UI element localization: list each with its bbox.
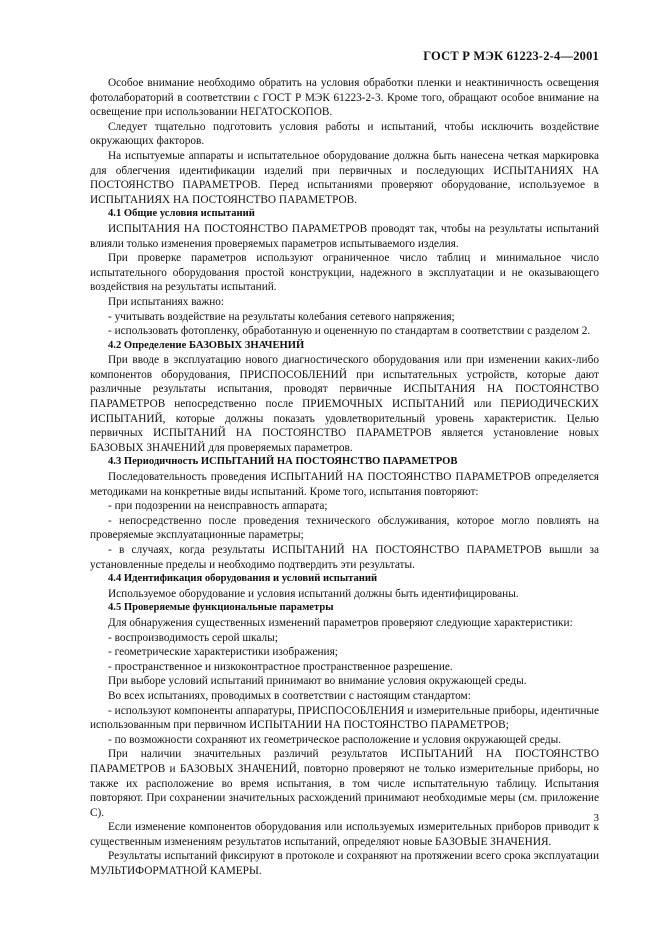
section-heading: 4.2 Определение БАЗОВЫХ ЗНАЧЕНИЙ — [108, 339, 305, 351]
paragraph: При проверке параметров используют ограниченное число таблиц и минимальное число испытательного оборудования простой конструкции, надежного в эксплуатации и не оказывающего воздействия на результаты испытаний. — [90, 252, 599, 294]
paragraph: На испытуемые аппараты и испытательное оборудование должна быть нанесена четкая маркировка для облегчения идентификации изделий при первичных и последующих ИСПЫТАНИЯХ НА ПОСТОЯНСТВО ПАРАМЕТРОВ. Перед испытаниями проверяют оборудование, используемое в ИСПЫТАНИЯХ НА ПОСТОЯНСТВО ПАРАМЕТРОВ. — [90, 149, 599, 206]
paragraph: - по возможности сохраняют их геометрическое расположение и условия окружающей среды. — [108, 733, 562, 746]
paragraph: Для обнаружения существенных изменений параметров проверяют следующие характеристики: — [108, 616, 573, 629]
paragraph: ИСПЫТАНИЯ НА ПОСТОЯНСТВО ПАРАМЕТРОВ проводят так, чтобы на результаты испытаний влияли только изменения проверяемых параметров испытываемого изделия. — [90, 222, 599, 250]
page-number: 3 — [593, 812, 599, 824]
paragraph: При вводе в эксплуатацию нового диагностического оборудования или при изменении каких-либо компонентов оборудования, ПРИСПОСОБЛЕНИЙ при испытательных устройств, которые дают различные результаты испытания, проводят первичные ИСПЫТАНИЯ НА ПОСТОЯНСТВО ПАРАМЕТРОВ непосредственно после ПРИЕМОЧНЫХ ИСПЫТАНИЙ или ПЕРИОДИЧЕСКИХ ИСПЫТАНИЙ, которые должны показать удовлетворительный уровень характеристик. Целью первичных ИСПЫТАНИЙ НА ПОСТОЯНСТВО ПАРАМЕТРОВ является установление новых БАЗОВЫХ ЗНАЧЕНИЙ для проверяемых параметров. — [90, 354, 599, 454]
paragraph: Следует тщательно подготовить условия работы и испытаний, чтобы исключить воздействие окружающих факторов. — [90, 120, 599, 148]
paragraph: - при подозрении на неисправность аппарата; — [108, 500, 328, 513]
section-heading: 4.3 Периодичность ИСПЫТАНИЙ НА ПОСТОЯНСТВО ПАРАМЕТРОВ — [108, 456, 458, 468]
paragraph: - пространственное и низкоконтрастное пространственное разрешение. — [108, 660, 453, 673]
paragraph: Если изменение компонентов оборудования или используемых измерительных приборов приводит к существенным изменениям результатов испытаний, определяют новые БАЗОВЫЕ ЗНАЧЕНИЯ. — [90, 821, 599, 848]
paragraph: При испытаниях важно: — [108, 295, 225, 308]
paragraph: При выборе условий испытаний принимают во внимание условия окружающей среды. — [108, 675, 527, 688]
paragraph: Последовательность проведения ИСПЫТАНИЙ НА ПОСТОЯНСТВО ПАРАМЕТРОВ определяется методиками на конкретные виды испытаний. Кроме того, испытания повторяют: — [90, 471, 599, 498]
paragraph: - используют компоненты аппаратуры, ПРИСПОСОБЛЕНИЯ и измерительные приборы, идентичные использованным при первичном ИСПЫТАНИИ НА ПОСТОЯНСТВО ПАРАМЕТРОВ; — [90, 704, 599, 732]
section-heading: 4.4 Идентификация оборудования и условий испытаний — [108, 573, 378, 585]
paragraph: Используемое оборудование и условия испытаний должны быть идентифицированы. — [108, 587, 519, 600]
paragraph: - геометрические характеристики изображения; — [108, 646, 338, 659]
section-heading: 4.5 Проверяемые функциональные параметры — [108, 602, 334, 614]
paragraph: - воспроизводимость серой шкалы; — [108, 631, 278, 644]
paragraph: Во всех испытаниях, проводимых в соответствии с настоящим стандартом: — [108, 689, 471, 702]
section-heading: 4.1 Общие условия испытаний — [108, 208, 255, 220]
paragraph: - непосредственно после проведения технического обслуживания, которое могло повлиять на проверяемые эксплуатационные параметры; — [90, 514, 599, 542]
paragraph: Результаты испытаний фиксируют в протоколе и сохраняют на протяжении всего срока эксплуатации МУЛЬТИФОРМАТНОЙ КАМЕРЫ. — [90, 850, 599, 878]
document-header: ГОСТ Р МЭК 61223-2-4—2001 — [423, 49, 599, 63]
paragraph: Особое внимание необходимо обратить на условия обработки пленки и неактиничность освещения фотолабораторий в соответствии с ГОСТ Р МЭК 61223-2-3. Кроме того, обращают особое внимание на освещение при использовании НЕГАТОСКОПОВ. — [90, 77, 599, 119]
paragraph: - использовать фотопленку, обработанную и оцененную по стандартам в соответствии с разделом 2. — [108, 325, 591, 338]
paragraph: - учитывать воздействие на результаты колебания сетевого напряжения; — [108, 310, 455, 323]
paragraph: При наличии значительных различий результатов ИСПЫТАНИЙ НА ПОСТОЯНСТВО ПАРАМЕТРОВ и БАЗОВЫХ ЗНАЧЕНИЙ, повторно проверяют не только измерительные приборы, но также их расположение во время испытания, в том числе испытательную таблицу. Испытания повторяют. При сохранении значительных расхождений принимают необходимые меры (см. приложение С). — [90, 748, 599, 819]
paragraph: - в случаях, когда результаты ИСПЫТАНИЙ НА ПОСТОЯНСТВО ПАРАМЕТРОВ вышли за установленные пределы и необходимо подтвердить эти результаты. — [90, 544, 599, 571]
document-body — [90, 76, 599, 879]
